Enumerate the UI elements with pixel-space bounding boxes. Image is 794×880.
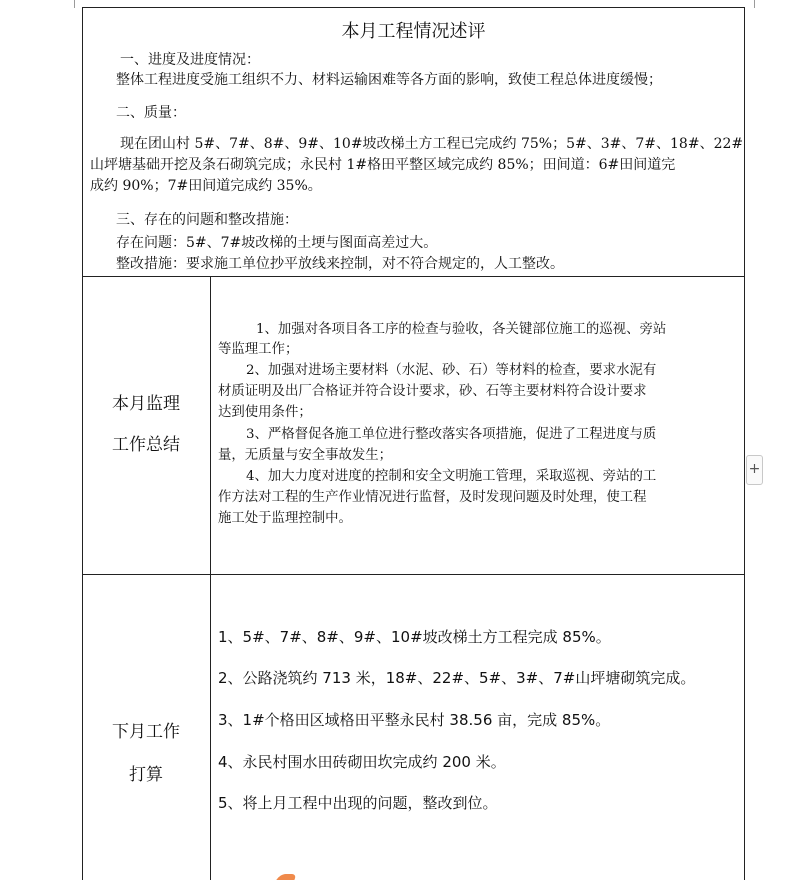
summary-label-line-1: 本月监理 [112, 394, 180, 414]
monthly-review-cell [82, 7, 745, 277]
plan-label-line-2: 打算 [129, 765, 163, 785]
summary-line-6: 3、严格督促各施工单位进行整改落实各项措施，促进了工程进度与质 [246, 427, 657, 442]
measure-text: 整改措施：要求施工单位抄平放线来控制，对不符合规定的，人工整改。 [116, 256, 564, 272]
quality-line-3: 成约 90%；7#田间道完成约 35%。 [90, 178, 322, 194]
plan-label-line-1: 下月工作 [112, 722, 180, 742]
summary-line-1: 1、加强对各项目各工序的检查与验收，各关键部位施工的巡视、旁站 [256, 322, 667, 337]
progress-heading: 一、进度及进度情况： [120, 52, 260, 68]
issues-heading: 三、存在的问题和整改措施： [116, 212, 298, 228]
page-margin-mark-right [754, 0, 755, 8]
column-divider [210, 276, 211, 880]
summary-line-7: 量，无质量与安全事故发生； [218, 448, 393, 463]
orange-cursor-mark [276, 874, 297, 880]
plan-item-4: 4、永民村围水田砖砌田坎完成约 200 米。 [218, 753, 506, 771]
plan-item-2: 2、公路浇筑约 713 米，18#、22#、5#、3#、7#山坪塘砌筑完成。 [218, 669, 696, 687]
summary-line-2: 等监理工作； [218, 342, 299, 357]
plan-item-5: 5、将上月工程中出现的问题，整改到位。 [218, 794, 498, 812]
row-divider-2 [82, 574, 745, 575]
quality-line-2: 山坪塘基础开挖及条石砌筑完成；永民村 1#格田平整区域完成约 85%；田间道：6#田间道完 [90, 157, 676, 173]
summary-line-3: 2、加强对进场主要材料（水泥、砂、石）等材料的检查，要求水泥有 [246, 363, 657, 378]
summary-line-10: 施工处于监理控制中。 [218, 511, 352, 526]
plan-item-1: 1、5#、7#、8#、9#、10#坡改梯土方工程完成 85%。 [218, 628, 611, 646]
page-title: 本月工程情况述评 [341, 21, 486, 42]
quality-heading: 二、质量： [116, 105, 186, 121]
plan-item-3: 3、1#个格田区域格田平整永民村 38.56 亩，完成 85%。 [218, 711, 611, 729]
summary-line-5: 达到使用条件； [218, 405, 312, 420]
summary-line-9: 作方法对工程的生产作业情况进行监督，及时发现问题及时处理，使工程 [218, 490, 647, 505]
summary-line-4: 材质证明及出厂合格证并符合设计要求，砂、石等主要材料符合设计要求 [218, 384, 647, 399]
summary-line-8: 4、加大力度对进度的控制和安全文明施工管理，采取巡视、旁站的工 [246, 469, 657, 484]
problem-text: 存在问题：5#、7#坡改梯的土埂与图面高差过大。 [116, 235, 438, 251]
report-table [82, 7, 745, 880]
quality-line-1: 现在团山村 5#、7#、8#、9#、10#坡改梯土方工程已完成约 75%；5#、3#、7#、18#、22# [120, 136, 744, 152]
summary-label-line-2: 工作总结 [112, 435, 180, 455]
add-row-button[interactable]: + [746, 455, 763, 485]
progress-text: 整体工程进度受施工组织不力、材料运输困难等各方面的影响，致使工程总体进度缓慢； [116, 72, 662, 88]
page-margin-mark-left [74, 0, 75, 8]
